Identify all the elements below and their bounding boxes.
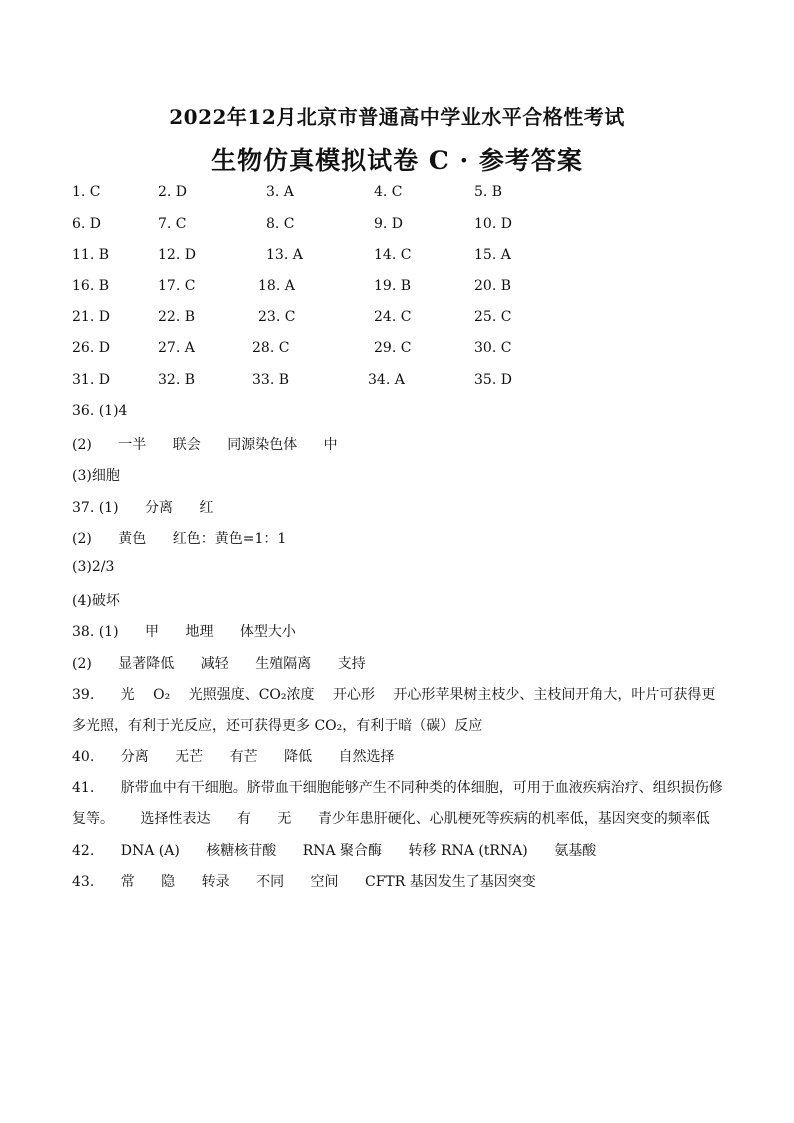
mc-answer: 34. A bbox=[368, 372, 405, 388]
answer-text: 分离 bbox=[145, 500, 173, 516]
answer-label: 41. bbox=[72, 780, 95, 796]
answer-label: 42. bbox=[72, 843, 95, 859]
page-subtitle: 生物仿真模拟试卷 C · 参考答案 bbox=[211, 146, 583, 175]
answer-text: 开心形 bbox=[332, 687, 375, 703]
answer-36-part2 bbox=[72, 434, 338, 454]
answer-38-part2 bbox=[72, 653, 366, 673]
mc-answer: 29. C bbox=[374, 340, 412, 356]
mc-answer: 15. A bbox=[474, 247, 511, 263]
mc-answer: 32. B bbox=[158, 372, 196, 388]
mc-answer: 3. A bbox=[266, 184, 294, 200]
answer-text: 常 bbox=[120, 874, 135, 890]
mc-answer: 17. C bbox=[158, 278, 196, 294]
answer-text: 光 bbox=[120, 687, 135, 703]
mc-answer: 10. D bbox=[474, 216, 512, 232]
mc-answer: 23. C bbox=[258, 309, 296, 325]
answer-text: 脐带血中有干细胞。脐带血干细胞能够产生不同种类的体细胞，可用于血液疾病治疗、组织损伤修 bbox=[120, 780, 723, 796]
answer-37-part3 bbox=[72, 559, 114, 575]
answer-text: 复等。 bbox=[72, 811, 114, 827]
mc-answer: 20. B bbox=[474, 278, 512, 294]
answer-text: DNA (A) bbox=[120, 843, 180, 859]
answer-text: 显著降低 bbox=[118, 656, 175, 672]
mc-answer: 22. B bbox=[158, 309, 196, 325]
mc-answer: 11. B bbox=[72, 247, 110, 263]
answer-text: 选择性表达 bbox=[140, 811, 211, 827]
answer-text: 支持 bbox=[337, 656, 366, 672]
answer-text: 一半 bbox=[118, 437, 147, 453]
mc-answer: 2. D bbox=[158, 184, 188, 200]
answer-text: 空间 bbox=[310, 874, 339, 890]
mc-answer: 35. D bbox=[474, 372, 512, 388]
mc-answer: 4. C bbox=[374, 184, 403, 200]
mc-answer: 30. C bbox=[474, 340, 512, 356]
answer-label: (2) bbox=[72, 531, 92, 547]
answer-text: 分离 bbox=[120, 749, 149, 765]
mc-answer: 1. C bbox=[72, 184, 101, 200]
answer-text: RNA 聚合酶 bbox=[302, 843, 383, 859]
answer-text: 减轻 bbox=[200, 656, 229, 672]
answer-text: 生殖隔离 bbox=[255, 656, 312, 672]
answer-41-line1 bbox=[72, 777, 723, 797]
answer-text: (4)破坏 bbox=[72, 593, 120, 609]
answer-text: 自然选择 bbox=[338, 749, 395, 765]
answer-text: 体型大小 bbox=[239, 624, 296, 640]
mc-answer: 19. B bbox=[374, 278, 412, 294]
answer-text: 青少年患肝硬化、心肌梗死等疾病的机率低，基因突变的频率低 bbox=[317, 811, 710, 827]
answer-41-line2 bbox=[72, 808, 710, 828]
mc-answer: 33. B bbox=[252, 372, 290, 388]
answer-text: (3)2/3 bbox=[72, 559, 115, 575]
answer-text: 联会 bbox=[172, 437, 201, 453]
answer-42 bbox=[72, 840, 596, 860]
answer-text: 核糖核苷酸 bbox=[206, 843, 277, 859]
answer-text: 红 bbox=[199, 500, 214, 516]
answer-text: (3)细胞 bbox=[72, 468, 120, 484]
mc-answer: 14. C bbox=[374, 247, 412, 263]
answer-36-part3 bbox=[72, 465, 120, 485]
mc-answer: 27. A bbox=[158, 340, 195, 356]
answer-40 bbox=[72, 746, 395, 766]
answer-text: 氨基酸 bbox=[554, 843, 597, 859]
mc-answer: 18. A bbox=[258, 278, 295, 294]
answer-text: 同源染色体 bbox=[227, 437, 298, 453]
mc-answer: 8. C bbox=[266, 216, 295, 232]
mc-answer: 7. C bbox=[158, 216, 187, 232]
mc-answer: 25. C bbox=[474, 309, 512, 325]
page-title: 2022年12月北京市普通高中学业水平合格性考试 bbox=[169, 105, 625, 129]
mc-answer: 21. D bbox=[72, 309, 110, 325]
answer-text: 开心形苹果树主枝少、主枝间开角大，叶片可获得更 bbox=[393, 687, 716, 703]
answer-label: 39. bbox=[72, 687, 95, 703]
answer-label: 37. (1) bbox=[72, 500, 119, 516]
answer-text: 无 bbox=[277, 811, 292, 827]
answer-text: 红色：黄色=1：1 bbox=[172, 531, 287, 547]
answer-text: 无芒 bbox=[175, 749, 204, 765]
answer-text: 光照强度、CO₂浓度 bbox=[188, 687, 315, 703]
answer-39-line1 bbox=[72, 684, 715, 704]
answer-label: 40. bbox=[72, 749, 95, 765]
mc-answer: 31. D bbox=[72, 372, 110, 388]
answer-label: (2) bbox=[72, 437, 92, 453]
answer-text: 多光照，有利于光反应，还可获得更多 CO₂，有利于暗（碳）反应 bbox=[72, 718, 483, 734]
mc-answer: 28. C bbox=[252, 340, 290, 356]
mc-answer: 5. B bbox=[474, 184, 503, 200]
answer-text: 转移 RNA (tRNA) bbox=[408, 843, 528, 859]
answer-37-part1 bbox=[72, 497, 213, 517]
answer-text: 36. (1)4 bbox=[72, 403, 128, 419]
answer-38-part1 bbox=[72, 621, 296, 641]
answer-text: 转录 bbox=[201, 874, 230, 890]
answer-label: 38. (1) bbox=[72, 624, 119, 640]
answer-text: 中 bbox=[323, 437, 338, 453]
answer-text: 甲 bbox=[145, 624, 159, 640]
answer-text: 降低 bbox=[284, 749, 313, 765]
answer-43 bbox=[72, 871, 536, 891]
answer-36-part1 bbox=[72, 403, 127, 419]
mc-answer: 9. D bbox=[374, 216, 404, 232]
mc-answer: 13. A bbox=[266, 247, 303, 263]
answer-label: 43. bbox=[72, 874, 95, 890]
answer-text: 有芒 bbox=[229, 749, 258, 765]
mc-answer: 12. D bbox=[158, 247, 196, 263]
answer-text: 不同 bbox=[256, 874, 285, 890]
answer-text: 有 bbox=[236, 811, 251, 827]
mc-answer: 26. D bbox=[72, 340, 110, 356]
answer-label: (2) bbox=[72, 656, 92, 672]
answer-text: O₂ bbox=[153, 687, 171, 703]
answer-text: 黄色 bbox=[118, 531, 147, 547]
mc-answer: 16. B bbox=[72, 278, 110, 294]
mc-answer: 24. C bbox=[374, 309, 412, 325]
answer-37-part4 bbox=[72, 590, 120, 610]
answer-37-part2 bbox=[72, 528, 286, 548]
answer-39-line2 bbox=[72, 715, 482, 735]
answer-text: 隐 bbox=[161, 874, 176, 890]
mc-answer: 6. D bbox=[72, 216, 102, 232]
answer-text: CFTR 基因发生了基因突变 bbox=[364, 874, 536, 890]
answer-text: 地理 bbox=[185, 624, 214, 640]
